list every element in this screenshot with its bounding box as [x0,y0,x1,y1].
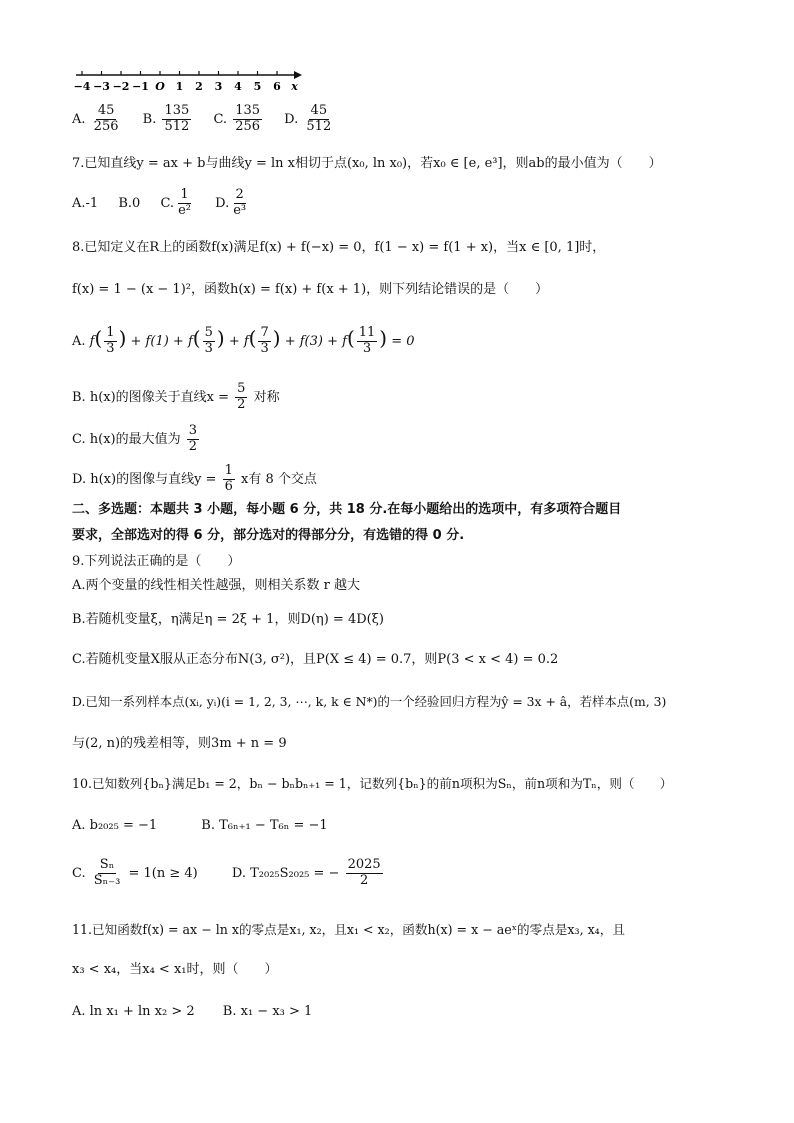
number-line-label: −1 [132,80,149,93]
q10-option-d[interactable] [232,858,385,889]
number-line-graphic [72,68,312,94]
q8-option-a[interactable]: A. f( $\frac{1}{3}$ ) + f(1) + f( $\frac{5}{3}$ ) + f( $\frac{7}{3}$ ) + f(3) + f( $\frac{11}{3}$ ) = 0 [72,325,415,356]
q6-option-d-label: D. [284,111,299,127]
number-line-label: 1 [175,80,184,93]
q10-stem: 10.已知数列{bₙ}满足b₁ = 2，bₙ − bₙbₙ₊₁ = 1，记数列{bₙ}的前n项积为Sₙ，前n项和为Tₙ，则（ ） [72,776,673,791]
q10-c-frac: $\frac{\text{Sₙ}}{\text{Sₙ₋₃}}$ [93,857,121,888]
q6-option-c-label: C. [213,111,228,127]
q10-option-b[interactable]: B. T₆ₙ₊₁ − T₆ₙ = −1 [201,818,328,833]
q8-stem-line2: f(x) = 1 − (x − 1)²，函数h(x) = f(x) + f(x + 1)，则下列结论错误的是（ ） [72,282,549,297]
q8-a-frac2: $\frac{5}{3}$ [204,325,213,356]
q11-option-b[interactable]: B. x₁ − x₃ > 1 [222,1004,313,1019]
q8-c-frac: $\frac{3}{2}$ [188,423,198,454]
q6-option-d-fraction [304,104,333,135]
number-line [72,68,312,94]
q9-option-d-line1[interactable]: D.已知一系列样本点(xᵢ, yᵢ)(i = 1, 2, 3, ⋯, k, k ∈ N*)的一个经验回归方程为ŷ = 3x + â，若样本点(m, 3) [72,694,667,709]
q10-d-frac: $\frac{2025}{2}$ [347,857,381,888]
q9-option-c[interactable]: C.若随机变量X服从正态分布N(3, σ²)，且P(X ≤ 4) = 0.7，则P(3 < x < 4) = 0.2 [72,652,559,667]
q7-d-label: D. [215,195,230,211]
q7-d-num: 2 [235,187,244,202]
q10-options-cd [72,858,401,889]
q7-c-fraction [176,188,193,219]
q6-b-den: 512 [164,118,190,134]
q7-c-num: 1 [180,187,189,202]
q9-option-d-line2: 与(2, n)的残差相等，则3m + n = 9 [72,736,287,751]
q6-b-num: 135 [164,103,190,118]
q6-c-num: 135 [235,103,261,118]
q6-options [72,104,351,135]
q11-options-ab [72,1004,328,1020]
q6-d-num: 45 [310,103,328,118]
number-line-label: −2 [112,80,130,93]
q11-stem-line2: x₃ < x₄，当x₄ < x₁时，则（ ） [72,962,278,977]
q7-option-d[interactable] [215,188,250,219]
q7-c-label: C. [160,195,175,211]
q8-a-frac4: $\frac{11}{3}$ [358,325,376,356]
q7-b-text: 0 [132,195,141,211]
q8-c-pre: C. h(x)的最大值为 [72,431,181,447]
q8-a-frac1: $\frac{1}{3}$ [106,325,115,356]
q6-option-c[interactable] [213,104,264,135]
q6-a-den: 256 [93,118,119,134]
q8-a-end: = 0 [391,334,415,349]
q6-option-a-label: A. [72,111,86,127]
q7-option-c[interactable] [160,188,195,219]
q11-option-a[interactable]: A. ln x₁ + ln x₂ > 2 [72,1004,195,1019]
number-line-label: 6 [273,80,281,93]
q6-option-b-fraction [162,104,191,135]
q7-options [72,188,266,219]
number-line-labels [74,80,299,93]
q7-d-fraction [231,188,248,219]
q10-options-ab [72,818,344,834]
q7-c-den: e² [178,202,191,218]
q10-d-pre: D. T₂₀₂₅S₂₀₂₅ = − [231,865,340,881]
q8-d-frac: $\frac{1}{6}$ [224,463,233,494]
number-line-label: 4 [234,80,242,93]
q10-c-post: = 1(n ≥ 4) [128,865,198,881]
q6-c-den: 256 [235,118,261,134]
q8-a-f1: f [89,334,95,349]
q10-c-label: C. [72,865,86,881]
q8-a-mid1: + f(1) + f [130,334,193,349]
number-line-label: O [155,80,165,93]
q8-d-post: x有 8 个交点 [241,471,317,487]
q8-a-mid3: + f(3) + f [284,334,347,349]
q8-stem-line1: 8.已知定义在R上的函数f(x)满足f(x) + f(−x) = 0，f(1 − x) = f(1 + x)，当x ∈ [0, 1]时， [72,240,606,255]
q10-option-c[interactable] [72,858,198,889]
number-line-label: x [291,80,298,93]
q8-a-frac3: $\frac{7}{3}$ [260,325,269,356]
q11-stem-line1: 11.已知函数f(x) = ax − ln x的零点是x₁, x₂，且x₁ < x₂，函数h(x) = x − aeˣ的零点是x₃, x₄，且 [72,922,625,937]
q9-option-a[interactable]: A.两个变量的线性相关性越强，则相关系数 r 越大 [72,578,360,593]
q7-b-label: B. [118,195,133,211]
q8-b-post: 对称 [253,389,280,405]
q9-stem: 9.下列说法正确的是（ ） [72,554,241,569]
number-line-label: 5 [253,80,262,93]
q7-option-b[interactable] [118,196,140,212]
q8-a-mid2: + f [228,334,249,349]
q6-option-a-fraction [92,104,121,135]
number-line-label: −4 [73,80,91,93]
q6-option-d[interactable] [284,104,335,135]
q8-b-frac: $\frac{5}{2}$ [237,381,246,412]
number-line-label: 3 [214,80,223,93]
q8-option-d[interactable] [72,464,317,495]
q8-d-pre: D. h(x)的图像与直线y = [72,471,217,487]
q8-a-label: A. [72,334,86,349]
number-line-label: 2 [195,80,203,93]
q8-option-b[interactable] [72,382,280,413]
q9-option-b[interactable]: B.若随机变量ξ，η满足η = 2ξ + 1，则D(η) = 4D(ξ) [72,612,384,627]
q10-option-a[interactable]: A. b₂₀₂₅ = −1 [72,818,158,833]
q8-option-c[interactable] [72,424,201,455]
section2-line1: 二、多选题：本题共 3 小题，每小题 6 分，共 18 分.在每小题给出的选项中，有多项符合题目 [72,502,622,517]
number-line-arrow [294,71,302,79]
number-line-label: −3 [93,80,110,93]
q6-d-den: 512 [306,118,332,134]
q7-d-den: e³ [233,202,247,218]
q7-a-label: A. [72,195,86,211]
q7-stem: 7.已知直线y = ax + b与曲线y = ln x相切于点(x₀, ln x₀)，若x₀ ∈ [e, e³]，则ab的最小值为（ ） [72,156,662,171]
q7-option-a[interactable] [72,196,98,212]
q6-a-num: 45 [97,103,115,118]
section2-line2: 要求，全部选对的得 6 分，部分选对的得部分分，有选错的得 0 分. [72,528,465,543]
q6-option-c-fraction [233,104,262,135]
q8-b-pre: B. h(x)的图像关于直线x = [72,389,230,405]
q6-option-b-label: B. [142,111,157,127]
q7-a-text: -1 [85,195,99,211]
q6-option-b[interactable] [143,104,194,135]
q6-option-a[interactable] [72,104,123,135]
